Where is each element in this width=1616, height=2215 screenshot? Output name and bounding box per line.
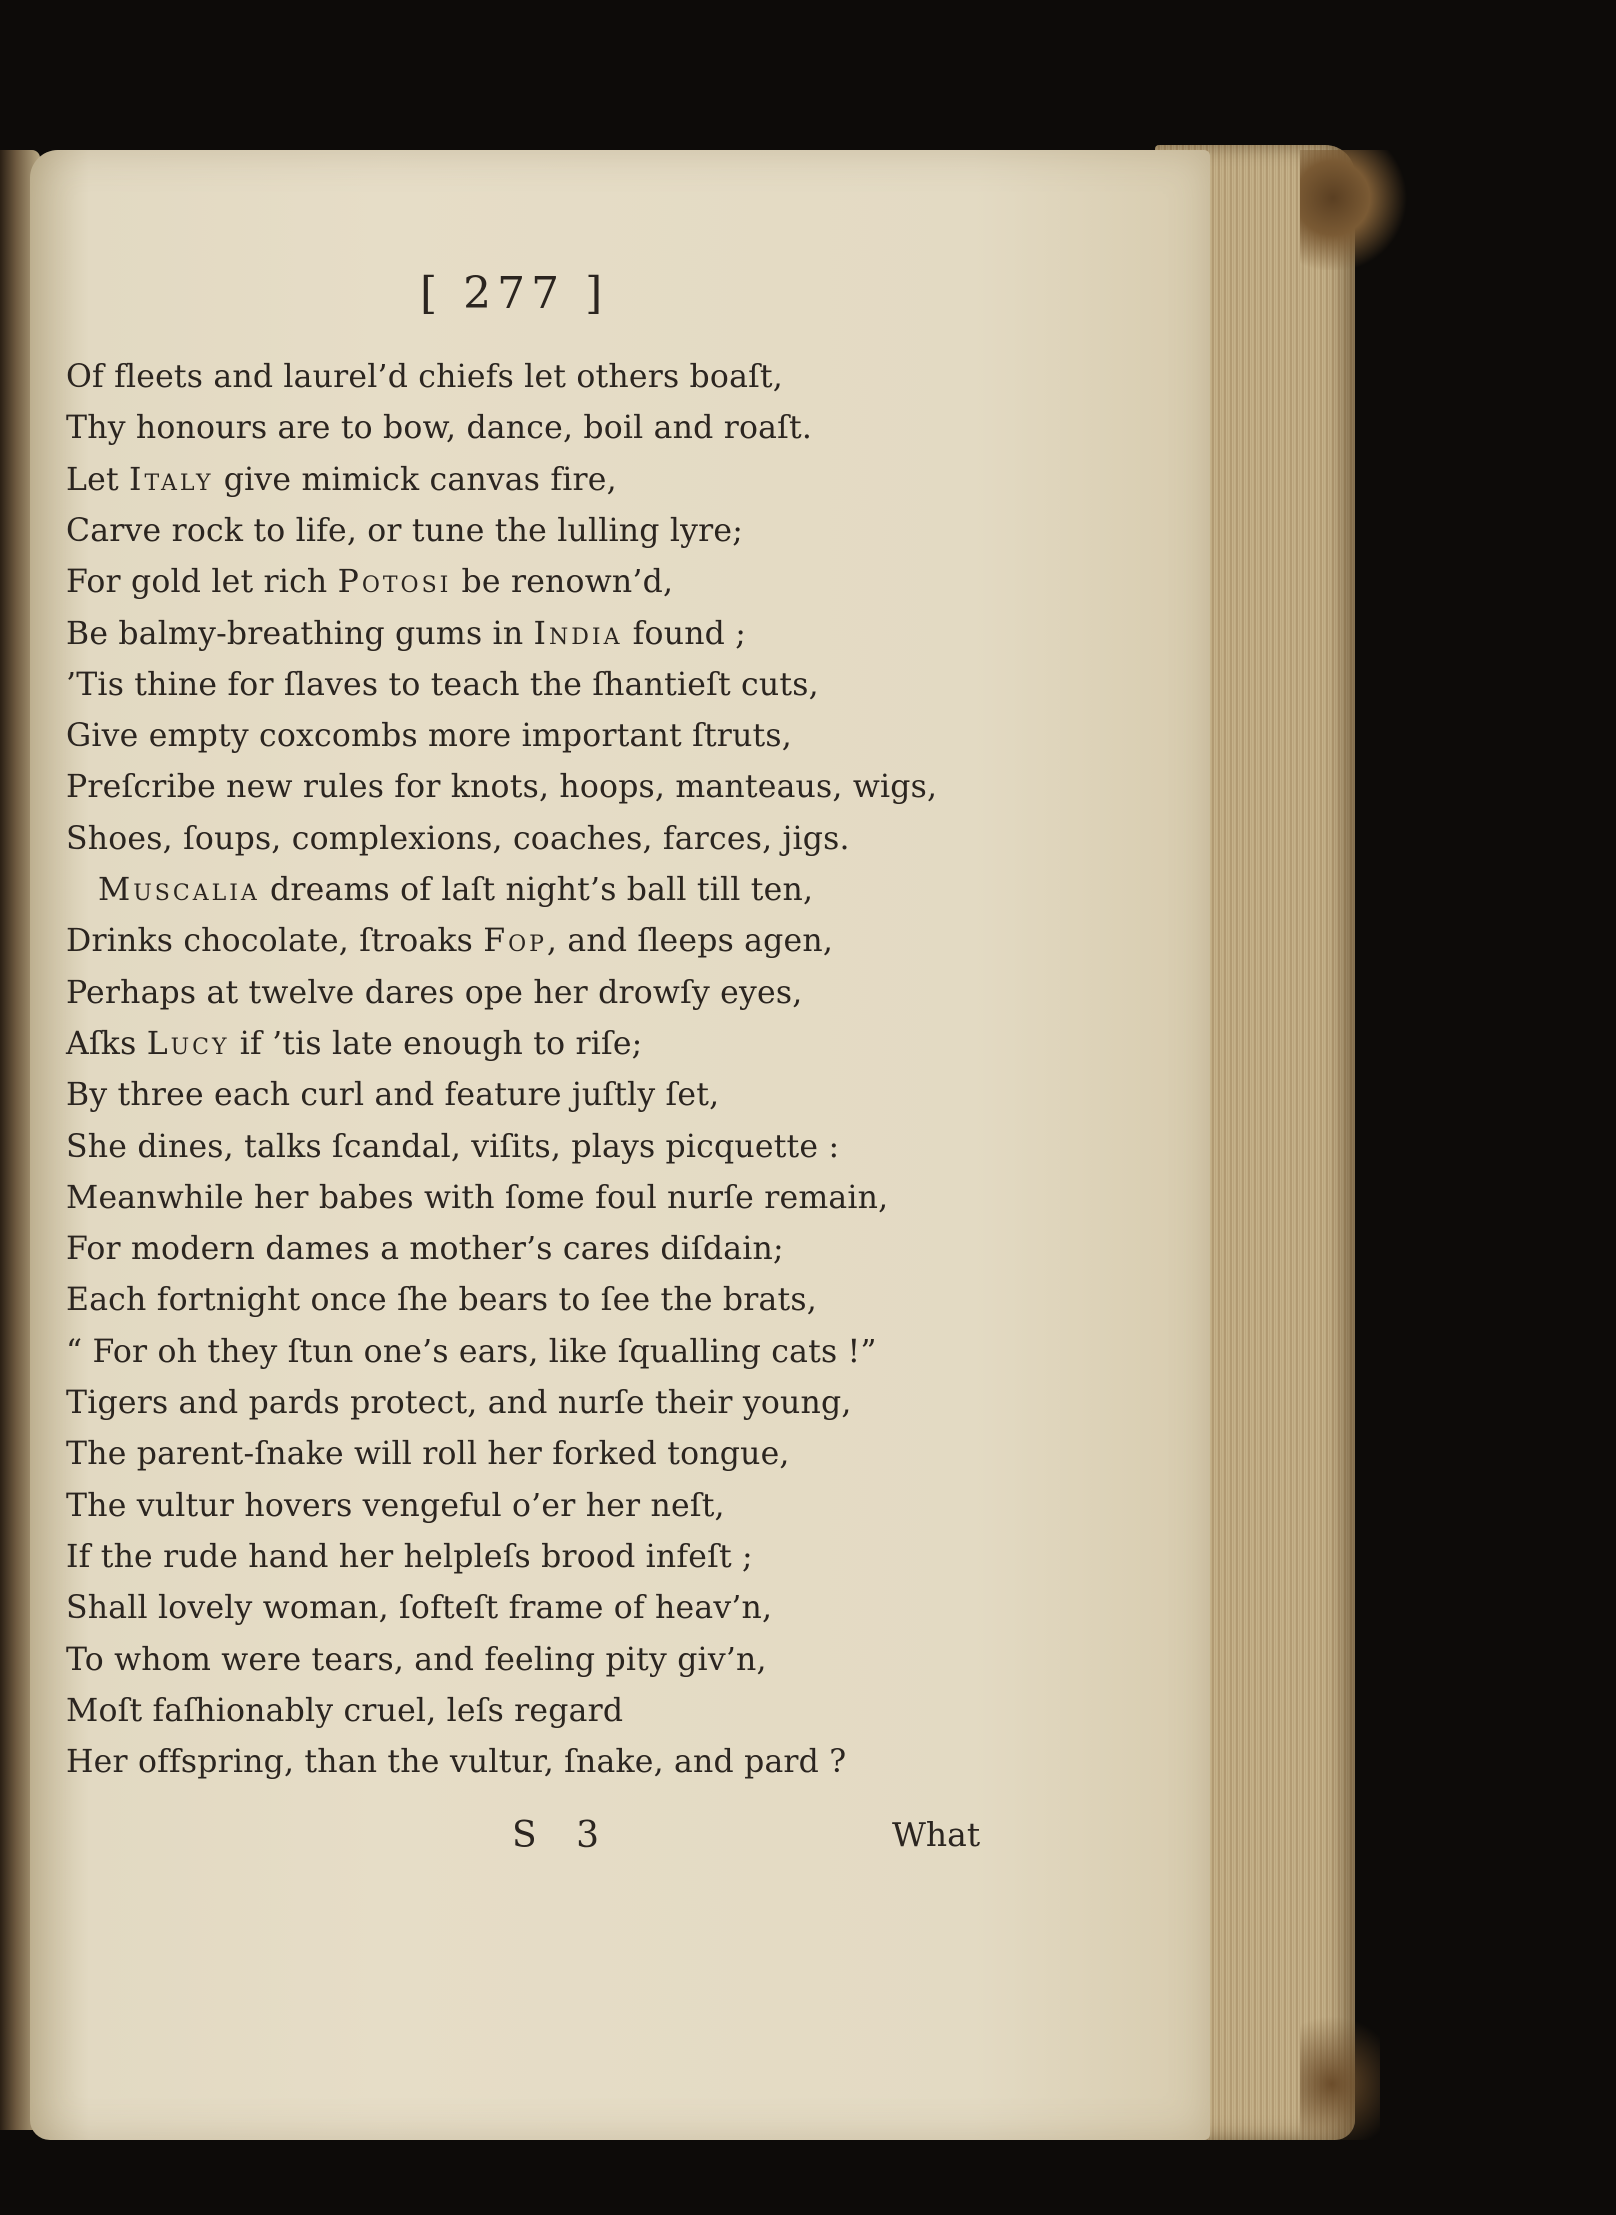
page-number-header: [ 277 ] <box>420 268 609 319</box>
poem-line-text: Aſks <box>66 1025 147 1062</box>
poem-line-text: if ’tis late enough to riſe; <box>229 1025 643 1062</box>
poem-line <box>66 1691 623 1731</box>
poem-line-text: Let <box>66 461 130 498</box>
poem-line-text: Carve rock to life, or tune the lulling lyre; <box>66 512 744 549</box>
poem-line-text: Give empty coxcombs more important ſtruts, <box>66 718 792 755</box>
corner-wear-bottom <box>1300 2000 1380 2140</box>
poem-line-text: The parent-ſnake will roll her forked tongue, <box>66 1436 790 1473</box>
poem-line-text: Meanwhile her babes with ſome foul nurſe remain, <box>66 1179 889 1216</box>
poem-line <box>66 1640 767 1680</box>
poem-line-text: Thy honours are to bow, dance, boil and roaſt. <box>66 410 813 447</box>
poem-line-text: She dines, talks ſcandal, viſits, plays picquette : <box>66 1128 840 1165</box>
poem-line <box>66 1229 784 1269</box>
poem-line <box>66 819 850 859</box>
poem-line <box>98 870 813 910</box>
poem-line-text: By three each curl and feature juſtly ſet, <box>66 1077 720 1114</box>
poem-line-text: Each fortnight once ſhe bears to ſee the brats, <box>66 1282 817 1319</box>
poem-line <box>66 1537 753 1577</box>
poem-line-text: found ; <box>622 615 747 652</box>
poem-line-text: be renown’d, <box>451 564 674 601</box>
poem-line-text: Perhaps at twelve dares ope her drowſy eyes, <box>66 974 803 1011</box>
poem-line-text: The vultur hovers vengeful o’er her neſt, <box>66 1487 725 1524</box>
poem-line-text: For gold let rich <box>66 564 338 601</box>
catchword: What <box>892 1815 981 1854</box>
poem-line <box>66 1075 719 1115</box>
poem-line <box>66 1024 643 1064</box>
poem-line-text: Of fleets and laurel’d chiefs let others boaſt, <box>66 359 783 395</box>
poem-line <box>66 1127 839 1167</box>
poem-line-text: Shall lovely woman, ſofteſt frame of heav’n, <box>66 1590 773 1627</box>
small-caps-name: Fop <box>483 923 547 960</box>
poem-line <box>66 562 673 602</box>
poem-line <box>66 665 819 705</box>
poem-line <box>66 1434 790 1474</box>
poem-line-text: give mimick canvas fire, <box>213 461 617 498</box>
poem-line <box>66 1280 817 1320</box>
poem-line-text: Moſt faſhionably cruel, leſs regard <box>66 1692 624 1729</box>
poem-line <box>66 1383 852 1423</box>
page-text <box>30 150 1210 2140</box>
small-caps-name: India <box>533 615 623 652</box>
small-caps-name: Italy <box>129 461 214 498</box>
book-page <box>30 150 1210 2140</box>
corner-wear-top <box>1300 150 1410 270</box>
poem-line <box>66 1588 772 1628</box>
signature-mark: S 3 <box>512 1815 614 1856</box>
poem-line-text: To whom were tears, and feeling pity giv’n, <box>66 1641 767 1678</box>
poem-line <box>66 767 937 807</box>
poem-line <box>66 921 833 961</box>
poem-line <box>66 716 792 756</box>
poem-line-text: If the rude hand her helpleſs brood infeſt ; <box>66 1538 753 1575</box>
small-caps-name: Lucy <box>146 1025 230 1062</box>
small-caps-name: Muscalia <box>98 872 260 908</box>
poem-line <box>66 408 812 448</box>
poem-line-text: Be balmy-breathing gums in <box>66 615 534 652</box>
poem-line-text: “ For oh they ſtun one’s ears, like ſqualling cats !” <box>66 1333 877 1370</box>
poem-line <box>66 1486 725 1526</box>
poem-line <box>66 614 746 654</box>
poem-line-text: , and ſleeps agen, <box>546 923 834 960</box>
poem-line-text: Drinks chocolate, ſtroaks <box>66 923 484 960</box>
poem-line-text: dreams of laſt night’s ball till ten, <box>259 872 814 908</box>
poem-line <box>66 1332 877 1372</box>
poem-line <box>66 973 802 1013</box>
poem-line-text: Her offspring, than the vultur, ſnake, and pard ? <box>66 1744 847 1781</box>
poem-line <box>66 1742 846 1782</box>
poem-line <box>66 1178 888 1218</box>
poem-line <box>66 460 617 500</box>
poem-line <box>66 357 783 397</box>
poem-line <box>66 511 743 551</box>
poem-line-text: Shoes, ſoups, complexions, coaches, farces, jigs. <box>66 820 850 857</box>
poem-line-text: Preſcribe new rules for knots, hoops, manteaus, wigs, <box>66 769 938 806</box>
small-caps-name: Potosi <box>337 564 452 601</box>
poem-line-text: ’Tis thine for ſlaves to teach the ſhantieſt cuts, <box>66 666 819 703</box>
poem-line-text: Tigers and pards protect, and nurſe their young, <box>66 1385 852 1421</box>
poem-line-text: For modern dames a mother’s cares diſdain; <box>66 1231 784 1268</box>
